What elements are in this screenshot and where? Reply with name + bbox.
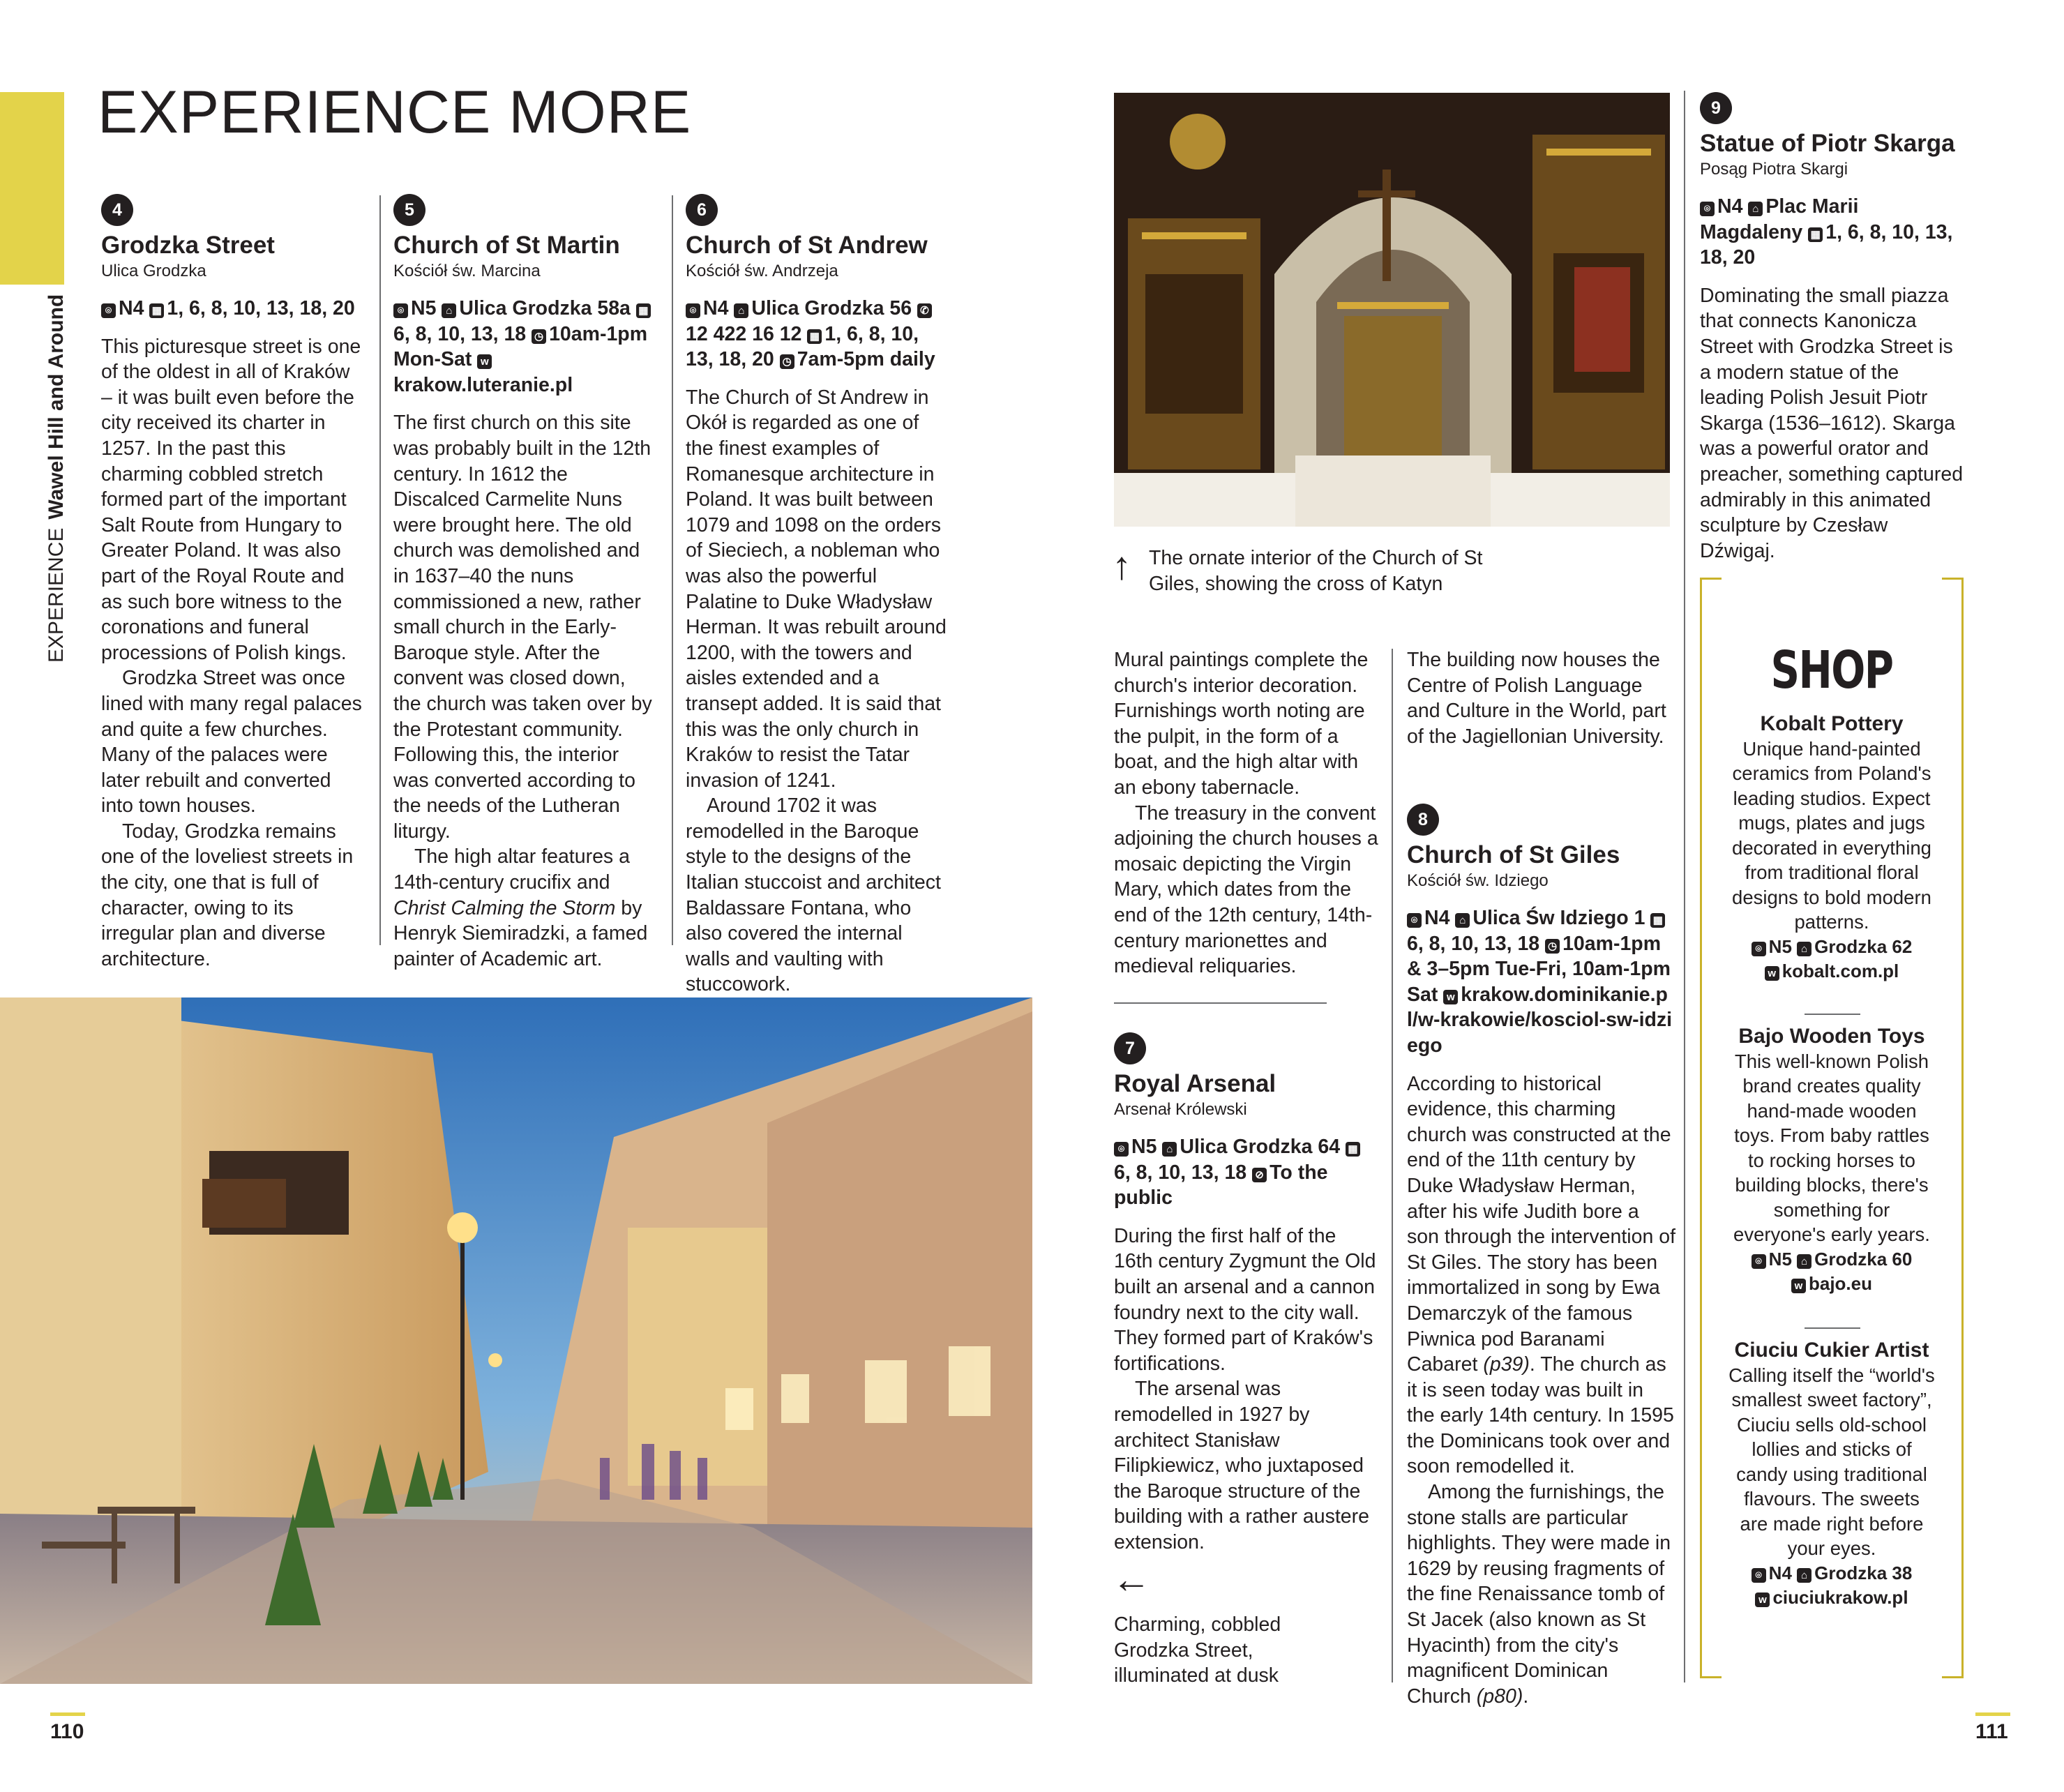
shop-info: ⌾ N4 ⌂ Grodzka 38 [1700, 1561, 1964, 1586]
site-7 [1114, 1032, 1379, 1556]
site-title: Church of St Martin [393, 232, 620, 259]
map-pin-icon: ⌾ [101, 303, 116, 318]
body-text: Dominating the small piazza that connects Kanonicza Street with Grodzka Street is a modern statue of the leading Polish Jesuit Piotr Skarga (1536–1612). Skarga was a powerful orator and preacher, something captured admirably in this animated sculpture by Czesław Dźwigaj. [1700, 284, 1964, 562]
body-text: During the first half of the 16th century Zygmunt the Old built an arsenal and a cannon foundry next to the city wall. They formed part of Kraków's fortifications. [1114, 1224, 1376, 1375]
site-4 [101, 194, 366, 972]
shop-description: Calling itself the “world's smallest sweet factory”, Ciuciu sells old-school lollies and sticks of candy using traditional flavours. The sweets are made right before your eyes. [1728, 1364, 1935, 1559]
web-icon: w [1443, 990, 1458, 1004]
shop-heading: SHOP [1770, 640, 1893, 700]
body-text: Grodzka Street was once lined with many regal palaces and quite a few churches. Many of the palaces were later rebuilt and converted into town houses. [101, 667, 362, 818]
home-icon: ⌂ [442, 303, 456, 318]
shop-name: Kobalt Pottery [1760, 712, 1904, 735]
site-info: ⌾ N4 ▦ 1, 6, 8, 10, 13, 18, 20 [101, 296, 366, 322]
home-icon: ⌂ [1797, 942, 1811, 956]
map-pin-icon: ⌾ [1752, 1254, 1766, 1269]
site-number: 9 [1700, 92, 1732, 124]
church-interior-photo [1114, 93, 1670, 527]
site-subtitle: Kościół św. Marcina [393, 262, 541, 280]
site-6-continued [1114, 647, 1379, 979]
site-number: 8 [1407, 804, 1439, 836]
tram-icon: ▦ [807, 329, 822, 344]
phone-icon: ✆ [917, 303, 932, 318]
column-divider [672, 195, 673, 945]
column-divider [1392, 649, 1393, 1682]
body-text: Today, Grodzka remains one of the loveliest streets in the city, one that is full of character, owing to its irregular plan and diverse architecture. [101, 820, 354, 970]
photo-caption-street: Charming, cobbled Grodzka Street, illuminated at dusk [1114, 1613, 1281, 1687]
shop-item [1700, 711, 1964, 984]
site-9 [1700, 92, 1965, 564]
page-title: EXPERIENCE MORE [98, 79, 692, 146]
site-info: ⌾ N5 ⌂ Ulica Grodzka 64 ▦6, 8, 10, 13, 18 ⊘ To the public [1114, 1134, 1379, 1211]
shop-item [1700, 1338, 1964, 1611]
map-pin-icon: ⌾ [1752, 1568, 1766, 1583]
web-icon: w [477, 354, 492, 369]
page-number-bar [50, 1712, 85, 1716]
map-pin-icon: ⌾ [1700, 202, 1715, 216]
site-subtitle: Ulica Grodzka [101, 262, 206, 280]
home-icon: ⌂ [1748, 202, 1763, 216]
home-icon: ⌂ [1162, 1142, 1177, 1157]
site-number: 7 [1114, 1032, 1146, 1064]
shop-description: Unique hand-painted ceramics from Poland's leading studios. Expect mugs, plates and jugs decorated in everything from traditional floral designs to bold modern patterns. [1732, 737, 1931, 933]
shop-website[interactable]: w ciuciukrakow.pl [1700, 1586, 1964, 1611]
body-text: According to historical evidence, this charming church was constructed at the end of the 11th century by Duke Władysław Herman, after his wife Judith bore a son through the intervention of St Giles. The story has been immortalized in song by Ewa Demarczyk of the famous Piwnica pod Baranami Cabaret (p39). The church as it is seen today was built in the early 14th century. In 1595 the Dominicans took over and soon remodelled it. [1407, 1072, 1676, 1478]
shop-info: ⌾ N5 ⌂ Grodzka 62 [1700, 935, 1964, 960]
section-tab-label: EXPERIENCEWawel Hill and Around [45, 294, 68, 663]
site-title: Royal Arsenal [1114, 1070, 1276, 1097]
column-divider [1684, 91, 1685, 1682]
home-icon: ⌂ [1797, 1568, 1811, 1583]
body-text: The high altar features a 14th-century crucifix and Christ Calming the Storm by Henryk Siemiradzki, a famed painter of Academic art. [393, 845, 648, 970]
site-title: Statue of Piotr Skarga [1700, 130, 1955, 157]
page-number-left: 110 [50, 1720, 84, 1743]
shop-box [1700, 578, 1964, 1678]
map-pin-icon: ⌾ [1114, 1142, 1129, 1157]
site-number: 4 [101, 194, 133, 226]
site-8 [1407, 804, 1675, 1709]
page-number-right: 111 [1975, 1720, 2008, 1743]
tram-icon: ▦ [1650, 913, 1665, 928]
body-text: The Church of St Andrew in Okół is regarded as one of the finest examples of Romanesque architecture in Poland. It was built between 1079 and 1098 on the orders of Sieciech, a nobleman who was also the powerful Palatine to Duke Władysław Herman. It was rebuilt around 1200, with the towers and aisles extended and a transept added. It is said that this was the only church in Kraków to resist the Tatar invasion of 1241. [686, 386, 947, 792]
web-icon: w [1755, 1593, 1770, 1607]
closed-icon: ⊘ [1252, 1168, 1267, 1182]
section-tab-bar [0, 92, 64, 285]
shop-divider [1805, 1014, 1860, 1015]
site-number: 6 [686, 194, 718, 226]
site-info: ⌾ N4 ⌂ Ulica Św Idziego 1 ▦6, 8, 10, 13, 18 ◷ 10am-1pm & 3–5pm Tue-Fri, 10am-1pm Sat w krakow.dominikanie.pl/w-krakowie/kosciol-sw-idziego [1407, 907, 1673, 1057]
home-icon: ⌂ [1455, 913, 1470, 928]
site-number: 5 [393, 194, 425, 226]
body-text: Among the furnishings, the stone stalls are particular highlights. They were made in 1629 by reusing fragments of the fine Renaissance tomb of St Jacek (also known as St Hyacinth) from the city's magnificent Dominican Church (p80). [1407, 1481, 1671, 1708]
web-icon: w [1791, 1279, 1806, 1293]
site-6 [686, 194, 951, 997]
body-text: The building now houses the Centre of Polish Language and Culture in the World, part of the Jagiellonian University. [1407, 649, 1666, 748]
shop-item [1700, 1024, 1964, 1297]
site-title: Church of St Andrew [686, 232, 928, 259]
website-link[interactable]: krakow.luteranie.pl [393, 373, 573, 396]
body-text: The first church on this site was probably built in the 12th century. In 1612 the Discalced Carmelite Nuns were brought here. The old church was demolished and in 1637–40 the nuns commissioned a new, rather small church in the Early-Baroque style. After the convent was closed down, the church was taken over by the Protestant community. Following this, the interior was converted according to the needs of the Lutheran liturgy. [393, 412, 652, 843]
clock-icon: ◷ [780, 354, 794, 369]
body-text: Mural paintings complete the church's interior decoration. Furnishings worth noting are the pulpit, in the form of a boat, and the high altar with an ebony tabernacle. [1114, 649, 1369, 799]
body-text: The arsenal was remodelled in 1927 by architect Stanisław Filipkiewicz, who juxtaposed the Baroque structure of the building with a rather austere extension. [1114, 1378, 1369, 1553]
map-pin-icon: ⌾ [393, 303, 408, 318]
body-text: Around 1702 it was remodelled in the Baroque style to the designs of the Italian stuccoist and architect Baldassare Fontana, who also covered the internal walls and vaulting with stuccowork. [686, 795, 941, 996]
site-subtitle: Kościół św. Andrzeja [686, 262, 838, 280]
home-icon: ⌂ [1797, 1254, 1811, 1269]
map-pin-icon: ⌾ [1407, 913, 1422, 928]
column-divider [379, 195, 381, 945]
site-5 [393, 194, 658, 972]
site-info: ⌾ N4 ⌂ Plac Marii Magdaleny ▦ 1, 6, 8, 10, 13, 18, 20 [1700, 195, 1953, 269]
page-number-bar [1975, 1712, 2010, 1716]
clock-icon: ◷ [532, 329, 546, 344]
shop-description: This well-known Polish brand creates quality hand-made wooden toys. From baby rattles to rocking horses to building blocks, there's something for everyone's early years. [1733, 1050, 1930, 1245]
box-corner [1942, 578, 1964, 599]
tram-icon: ▦ [149, 303, 164, 318]
map-pin-icon: ⌾ [686, 303, 700, 318]
site-subtitle: Posąg Piotra Skargi [1700, 160, 1848, 179]
tram-icon: ▦ [1346, 1142, 1360, 1157]
section-divider [1114, 1002, 1327, 1004]
arrow-up-icon: ↑ [1112, 543, 1131, 587]
shop-website[interactable]: w bajo.eu [1700, 1272, 1964, 1297]
shop-name: Ciuciu Cukier Artist [1734, 1339, 1929, 1362]
shop-name: Bajo Wooden Toys [1738, 1025, 1925, 1048]
body-text: The treasury in the convent adjoining the church houses a mosaic depicting the Virgin Mary, which dates from the end of the 12th century, 14th-century marionettes and medieval reliquaries. [1114, 801, 1378, 978]
arrow-left-icon: ← [1112, 1557, 1151, 1601]
shop-info: ⌾ N5 ⌂ Grodzka 60 [1700, 1247, 1964, 1272]
site-title: Church of St Giles [1407, 841, 1620, 868]
site-info: ⌾ N5 ⌂ Ulica Grodzka 58a ▦6, 8, 10, 13, 18 ◷ 10am-1pm Mon-Sat wkrakow.luteranie.pl [393, 296, 658, 398]
web-icon: w [1765, 966, 1779, 981]
body-text: This picturesque street is one of the oldest in all of Kraków – it was built even before the city received its charter in 1257. In the past this charming cobbled stretch formed part of the important Salt Route from Hungary to Greater Poland. It was also part of the Royal Route and as such bore witness to the coronations and funeral processions of Polish kings. [101, 335, 361, 664]
photo-caption-church: The ornate interior of the Church of St Giles, showing the cross of Katyn [1149, 547, 1483, 595]
box-corner [1700, 578, 1722, 599]
site-info: ⌾ N4 ⌂ Ulica Grodzka 56 ✆12 422 16 12 ▦ 1, 6, 8, 10, 13, 18, 20 ◷ 7am-5pm daily [686, 297, 935, 371]
box-corner [1700, 1657, 1722, 1678]
shop-divider [1805, 1327, 1860, 1329]
site-subtitle: Kościół św. Idziego [1407, 871, 1549, 890]
site-title: Grodzka Street [101, 232, 275, 259]
site-subtitle: Arsenał Królewski [1114, 1100, 1247, 1119]
website-link[interactable]: krakow.dominikanie.pl/w-krakowie/kosciol-sw-idziego [1407, 983, 1673, 1057]
grodzka-street-photo [0, 997, 1032, 1684]
tram-icon: ▦ [1808, 227, 1823, 242]
shop-website[interactable]: w kobalt.com.pl [1700, 959, 1964, 984]
site-7-continued [1407, 647, 1675, 749]
map-pin-icon: ⌾ [1752, 942, 1766, 956]
box-corner [1942, 1657, 1964, 1678]
clock-icon: ◷ [1545, 939, 1560, 954]
tram-icon: ▦ [636, 303, 651, 318]
home-icon: ⌂ [734, 303, 748, 318]
